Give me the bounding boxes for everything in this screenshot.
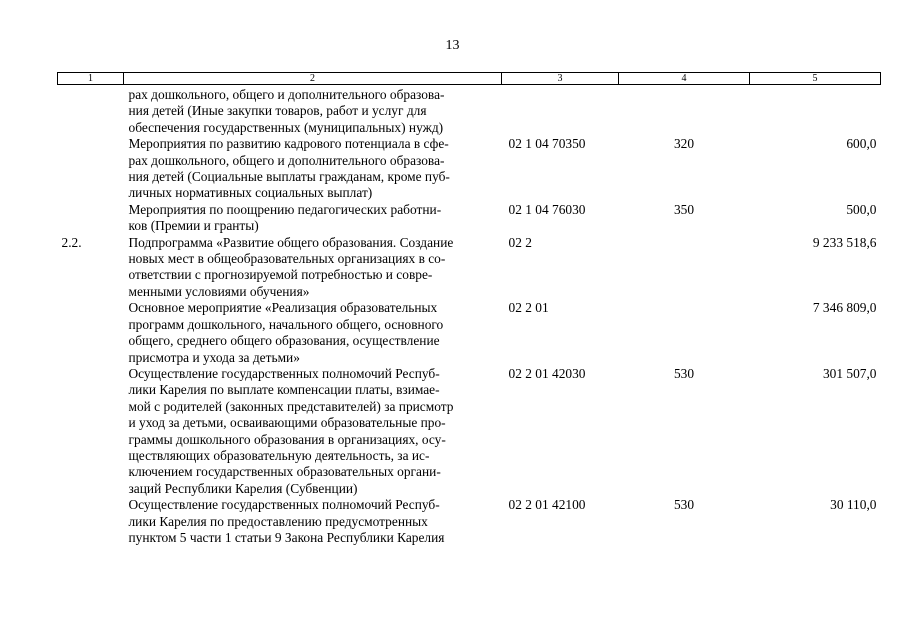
row-name: Мероприятия по поощрению педагогических работни- ков (Премии и гранты): [128, 201, 442, 234]
row-sum: 301 507,0: [822, 365, 877, 381]
row-name: рах дошкольного, общего и дополнительного образова- ния детей (Иные закупки товаров, работ и услуг для обеспечения государственных (муниципальных) нужд): [128, 87, 445, 135]
header-col-3: 3: [502, 73, 619, 85]
header-col-4: 4: [619, 73, 750, 85]
table-row: [58, 235, 881, 301]
row-number: [58, 136, 124, 202]
header-col-5: 5: [750, 73, 881, 85]
row-code: 02 2 01 42100: [508, 497, 586, 513]
row-number: [58, 85, 124, 137]
page-number: 13: [445, 38, 460, 53]
row-type: [619, 85, 750, 137]
row-number: 2.2.: [61, 234, 82, 250]
row-name: Мероприятия по развитию кадрового потенциала в сфе- рах дошкольного, общего и дополнительного образова- ния детей (Социальные выплаты гражданам, кроме пуб- личных нормативных социальных выплат): [128, 136, 450, 201]
header-col-2: 2: [124, 73, 502, 85]
row-sum: 600,0: [846, 136, 877, 152]
row-code: 02 2: [508, 234, 532, 250]
row-type: [619, 300, 750, 366]
row-number: [58, 497, 124, 546]
row-type: 530: [673, 497, 695, 513]
row-number: [58, 366, 124, 497]
table-row: [58, 300, 881, 366]
row-number: [58, 300, 124, 366]
row-name: Осуществление государственных полномочий Респуб- лики Карелия по предоставлению предусмотренных пунктом 5 части 1 статьи 9 Закона Республики Карелия: [128, 497, 445, 545]
table-row: [58, 202, 881, 235]
budget-table: [57, 72, 881, 546]
table-row: [58, 497, 881, 546]
row-sum: [750, 85, 881, 137]
header-col-1: 1: [58, 73, 124, 85]
row-code: 02 1 04 70350: [508, 136, 586, 152]
row-code: 02 2 01 42030: [508, 365, 586, 381]
row-name: Осуществление государственных полномочий Респуб- лики Карелия по выплате компенсации платы, взимае- мой с родителей (законных представителей) за присмотр и уход за детьми, осваивающими образовательные про- граммы дошкольного образования в организациях, осу- ществляющих образовательную деятельность, за ис- ключением государственных образовательных органи- заций Республики Карелия (Субвенции): [128, 365, 454, 496]
table-header-row: [58, 73, 881, 85]
row-code: 02 1 04 76030: [508, 201, 586, 217]
row-type: [619, 235, 750, 301]
row-code: [502, 85, 619, 137]
row-type: 530: [673, 365, 695, 381]
row-sum: 30 110,0: [830, 497, 877, 513]
row-sum: 9 233 518,6: [812, 234, 877, 250]
table-row: [58, 85, 881, 137]
row-sum: 7 346 809,0: [812, 300, 877, 316]
row-name: Основное мероприятие «Реализация образовательных программ дошкольного, начального общего, основного общего, среднего общего образования, осуществление присмотра и ухода за детьми»: [128, 300, 444, 365]
row-type: 320: [673, 136, 695, 152]
row-type: 350: [673, 201, 695, 217]
row-name: Подпрограмма «Развитие общего образования. Создание новых мест в общеобразовательных организациях в со- ответствии с прогнозируемой потребностью и совре- менными условиями обучения»: [128, 234, 454, 299]
row-code: 02 2 01: [508, 300, 549, 316]
row-sum: 500,0: [846, 201, 877, 217]
row-number: [58, 202, 124, 235]
table-row: [58, 366, 881, 497]
table-row: [58, 136, 881, 202]
